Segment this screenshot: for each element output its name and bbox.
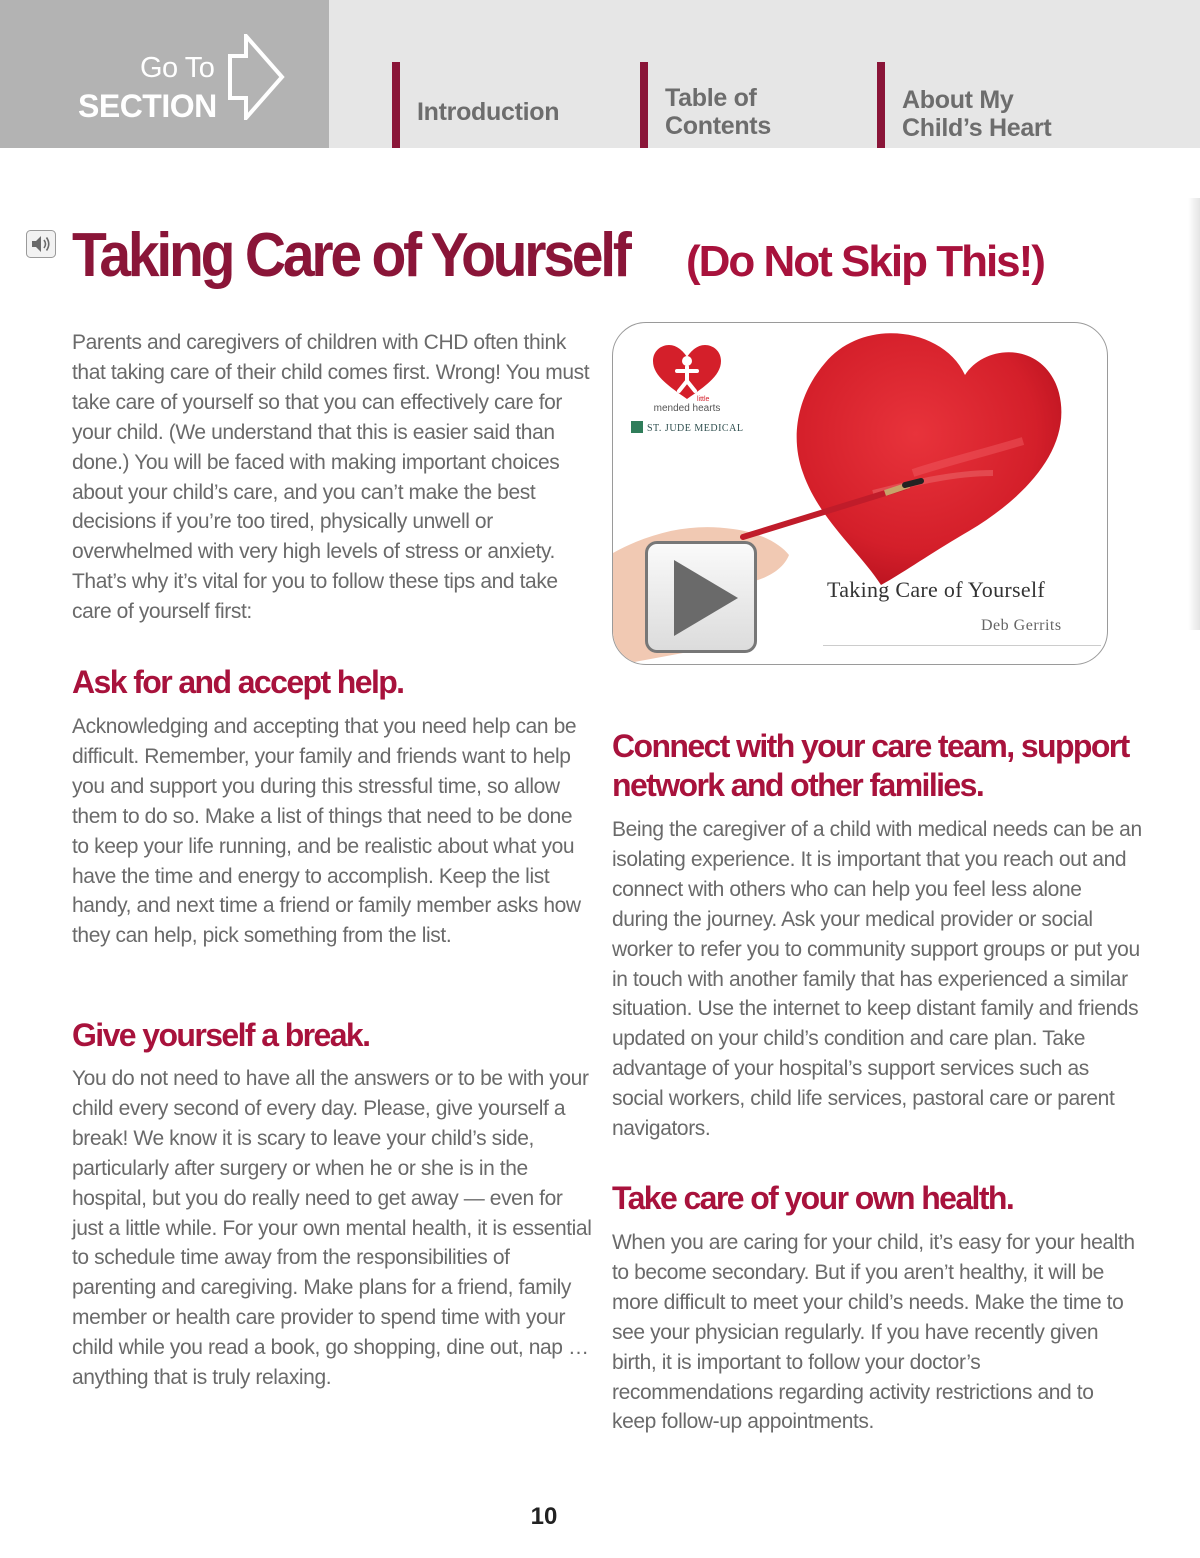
nav-about-my-childs-heart[interactable] [877,62,1097,148]
mended-hearts-logo [647,341,727,413]
heading-connect-with-care-team: Connect with your care team, support network and other families. [612,728,1129,803]
video-divider [823,645,1101,646]
paragraph-give-yourself-a-break: You do not need to have all the answers or to be with your child every second of every day. Please, give yourself a break! We know it is scary to leave your child’s side, particularly after surgery or when he or she is in the hospital, but you do really need to get away — even for just a little while. For your own mental health, it is essential to schedule time away from the responsibilities of parenting and caregiving. Make plans for a friend, family member or health care provider to spend time with your child while you read a book, go shopping, dine out, nap … anything that is truly relaxing. [72,1067,592,1390]
video-author: Deb Gerrits [981,617,1062,634]
paragraph-take-care-of-your-health: When you are caring for your child, it’s easy for your health to become secondary. But if you aren’t healthy, it will be more difficult to meet your child’s needs. Make the time to see your physician regularly. If you have recently given birth, it is important to follow your doctor’s recommendations regarding activity restrictions and to keep follow-up appointments. [612,1231,1135,1434]
nav-introduction-label: Introduction [417,98,560,126]
st-jude-medical-logo [631,421,743,434]
st-jude-mark-icon [631,421,643,433]
page-title [72,220,1044,291]
paragraph-ask-for-help: Acknowledging and accepting that you need help can be difficult. Remember, your family and friends want to help you and support you during this stressful time, so allow them to do so. Make a list of things that need to be done to keep your life running, and be realistic about what you have the time and energy to accomplish. Keep the list handy, and next time a friend or family member asks how they can help, pick something from the list. [72,715,581,948]
mended-hearts-logo-text: mended hearts [653,403,721,414]
go-to-section-button[interactable] [0,0,329,148]
top-navigation-bar [0,0,1200,148]
nav-about-my-childs-heart-label: About My Child’s Heart [902,86,1052,142]
paragraph-connect-with-care-team: Being the caregiver of a child with medical needs can be an isolating experience. It is important that you reach out and connect with others who can help you feel less alone during the journey. Ask your medical provider or social worker to refer you to community support groups or put you in touch with another family that has experienced a similar situation. Use the internet to keep distant family and friends updated on your child’s condition and care plan. Take advantage of your hospital’s support services such as social workers, child life services, pastoral care or parent navigators. [612,818,1142,1141]
nav-divider [877,62,885,148]
mended-hearts-logo-small-text: little [697,396,710,403]
arrow-right-icon [224,34,286,120]
intro-paragraph: Parents and caregivers of children with CHD often think that taking care of their child comes first. Wrong! You must take care of yourself so that you can effectively care for your child. (We understand that this is easier said than done.) You will be faced with making important choices about your child’s care, and you can’t make the best decisions if you’re too tired, physically unwell or overwhelmed with very high levels of stress or anxiety. That’s why it’s vital for you to follow these tips and take care of yourself first: [72,331,590,624]
play-button[interactable] [645,541,757,653]
heading-take-care-of-your-health: Take care of your own health. [612,1180,1014,1216]
st-jude-medical-text: ST. JUDE MEDICAL [647,423,744,434]
video-player-thumbnail[interactable] [612,322,1108,665]
go-to-label: Go To [140,52,215,84]
nav-introduction[interactable] [392,62,612,148]
video-title: Taking Care of Yourself [827,577,1045,602]
nav-divider [392,62,400,148]
page-number: 10 [530,1503,558,1530]
heading-give-yourself-a-break: Give yourself a break. [72,1017,370,1053]
heading-ask-for-help: Ask for and accept help. [72,664,404,700]
page-title-main: Taking Care of Yourself [72,221,629,290]
page-title-subtitle: (Do Not Skip This!) [686,237,1044,286]
section-label: SECTION [78,88,217,124]
nav-divider [640,62,648,148]
play-icon [668,558,740,638]
nav-table-of-contents[interactable] [640,62,850,148]
speaker-audio-icon[interactable] [26,230,56,258]
page-edge-shadow [1188,198,1200,630]
nav-table-of-contents-label: Table of Contents [665,84,771,140]
